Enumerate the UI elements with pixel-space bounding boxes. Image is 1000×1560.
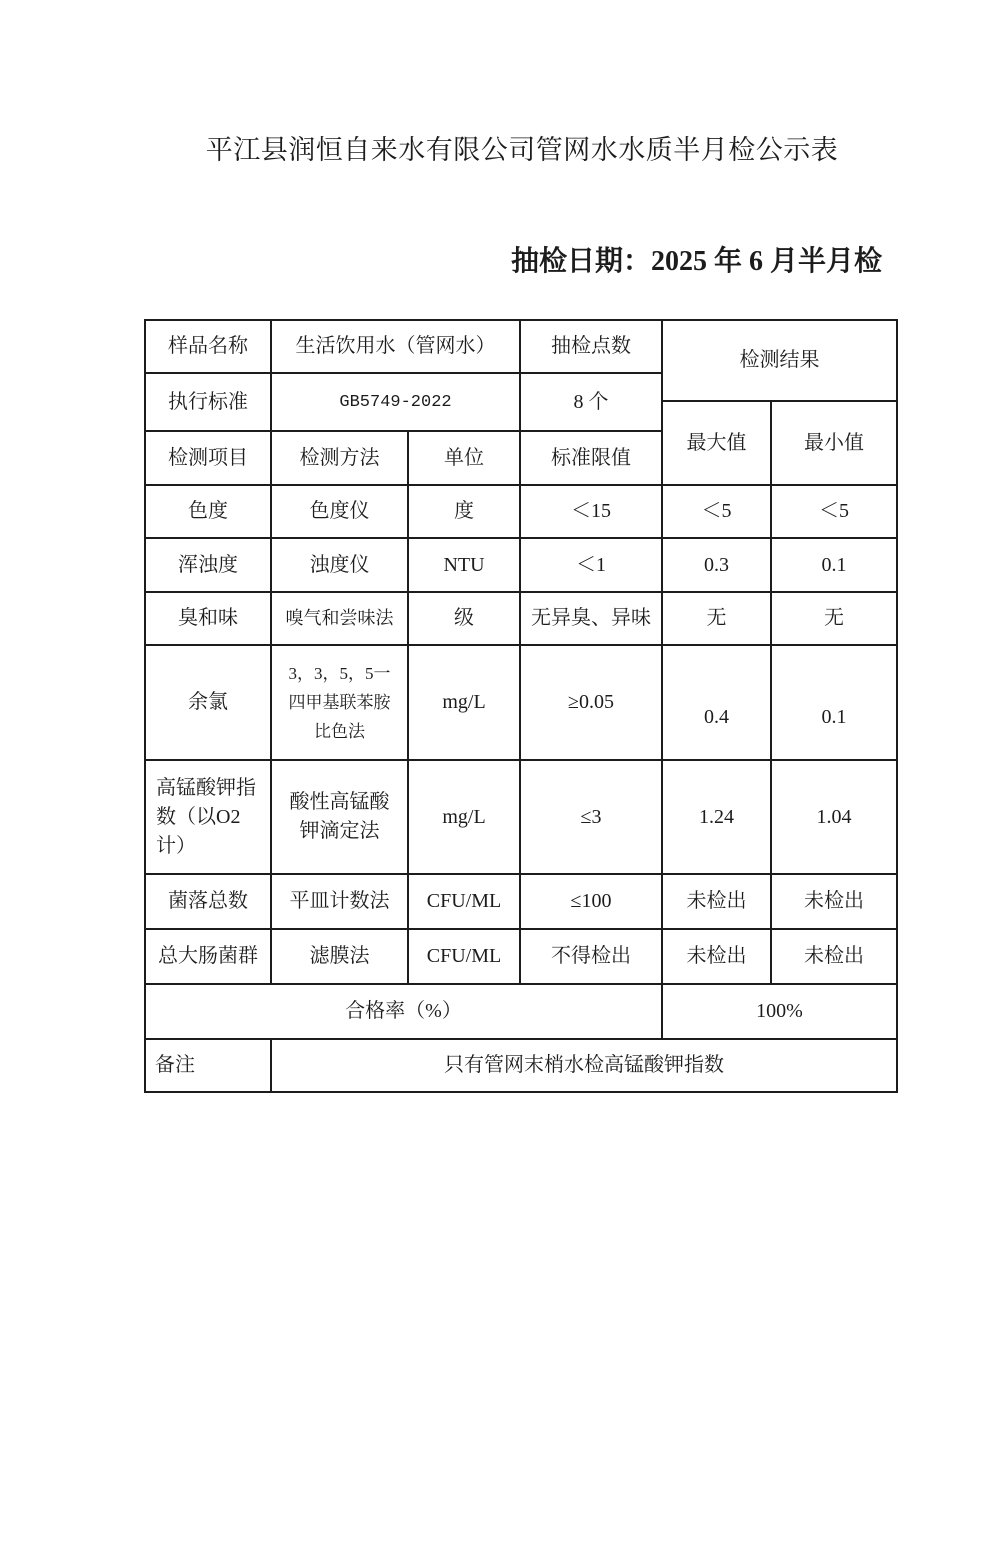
- document-title: 平江县润恒自来水有限公司管网水水质半月检公示表: [205, 135, 839, 165]
- row-residual-chlorine-item: 余氯: [146, 646, 272, 761]
- row-total-coliforms-min: 未检出: [772, 930, 898, 985]
- method-line: 3，3，5，5一: [288, 664, 391, 683]
- method-line: 四甲基联苯胺: [288, 693, 391, 712]
- row-turbidity-item: 浑浊度: [146, 539, 272, 593]
- row-permanganate-index-item: [146, 761, 272, 875]
- row-residual-chlorine-unit: mg/L: [409, 646, 521, 761]
- row-total-coliforms-max: 未检出: [663, 930, 772, 985]
- method-line: 比色法: [314, 722, 365, 741]
- standard-label: 执行标准: [146, 374, 272, 432]
- sample-name-label: 样品名称: [146, 321, 272, 374]
- item-line: 数（以O2: [156, 805, 241, 828]
- column-header-unit: 单位: [409, 432, 521, 486]
- pass-rate-label: 合格率（%）: [146, 985, 663, 1040]
- column-header-min: 最小值: [772, 402, 898, 486]
- row-residual-chlorine-method: [272, 646, 409, 761]
- column-header-limit: 标准限值: [521, 432, 663, 486]
- sample-name-value: 生活饮用水（管网水）: [272, 321, 521, 374]
- row-chroma-unit: 度: [409, 486, 521, 539]
- method-line: 酸性高锰酸: [289, 791, 390, 813]
- row-residual-chlorine-limit: ≥0.05: [521, 646, 663, 761]
- sampling-points-label: 抽检点数: [521, 321, 663, 374]
- row-total-bacteria-unit: CFU/ML: [409, 875, 521, 930]
- item-line: 计）: [156, 834, 196, 857]
- row-residual-chlorine-min: 0.1: [772, 646, 898, 761]
- row-odor-taste-method: 嗅气和尝味法: [272, 593, 409, 646]
- standard-value: GB5749-2022: [272, 374, 521, 432]
- row-odor-taste-max: 无: [663, 593, 772, 646]
- method-line: 钾滴定法: [299, 820, 380, 842]
- row-chroma-limit: ＜15: [521, 486, 663, 539]
- row-odor-taste-item: 臭和味: [146, 593, 272, 646]
- row-permanganate-index-max: 1.24: [663, 761, 772, 875]
- row-total-bacteria-max: 未检出: [663, 875, 772, 930]
- results-header: 检测结果: [663, 321, 898, 402]
- water-quality-table: [144, 319, 898, 1093]
- row-turbidity-unit: NTU: [409, 539, 521, 593]
- row-permanganate-index-min: 1.04: [772, 761, 898, 875]
- row-total-bacteria-item: 菌落总数: [146, 875, 272, 930]
- row-odor-taste-limit: 无异臭、异味: [521, 593, 663, 646]
- row-chroma-max: ＜5: [663, 486, 772, 539]
- row-odor-taste-unit: 级: [409, 593, 521, 646]
- row-total-coliforms-method: 滤膜法: [272, 930, 409, 985]
- row-odor-taste-min: 无: [772, 593, 898, 646]
- column-header-method: 检测方法: [272, 432, 409, 486]
- row-total-coliforms-limit: 不得检出: [521, 930, 663, 985]
- row-total-bacteria-limit: ≤100: [521, 875, 663, 930]
- row-residual-chlorine-max: 0.4: [663, 646, 772, 761]
- row-turbidity-limit: ＜1: [521, 539, 663, 593]
- pass-rate-value: 100%: [663, 985, 898, 1040]
- row-turbidity-max: 0.3: [663, 539, 772, 593]
- row-total-bacteria-min: 未检出: [772, 875, 898, 930]
- row-total-coliforms-unit: CFU/ML: [409, 930, 521, 985]
- row-permanganate-index-method: [272, 761, 409, 875]
- row-chroma-method: 色度仪: [272, 486, 409, 539]
- item-line: 高锰酸钾指: [156, 776, 256, 799]
- row-turbidity-method: 浊度仪: [272, 539, 409, 593]
- sampling-points-value: 8 个: [521, 374, 663, 432]
- row-permanganate-index-limit: ≤3: [521, 761, 663, 875]
- row-turbidity-min: 0.1: [772, 539, 898, 593]
- row-total-coliforms-item: 总大肠菌群: [146, 930, 272, 985]
- row-chroma-item: 色度: [146, 486, 272, 539]
- row-chroma-min: ＜5: [772, 486, 898, 539]
- sampling-date: 抽检日期：2025 年 6 月半月检: [510, 246, 882, 277]
- column-header-item: 检测项目: [146, 432, 272, 486]
- remark-label: 备注: [146, 1040, 272, 1093]
- column-header-max: 最大值: [663, 402, 772, 486]
- remark-value: 只有管网末梢水检高锰酸钾指数: [272, 1040, 898, 1093]
- row-total-bacteria-method: 平皿计数法: [272, 875, 409, 930]
- row-permanganate-index-unit: mg/L: [409, 761, 521, 875]
